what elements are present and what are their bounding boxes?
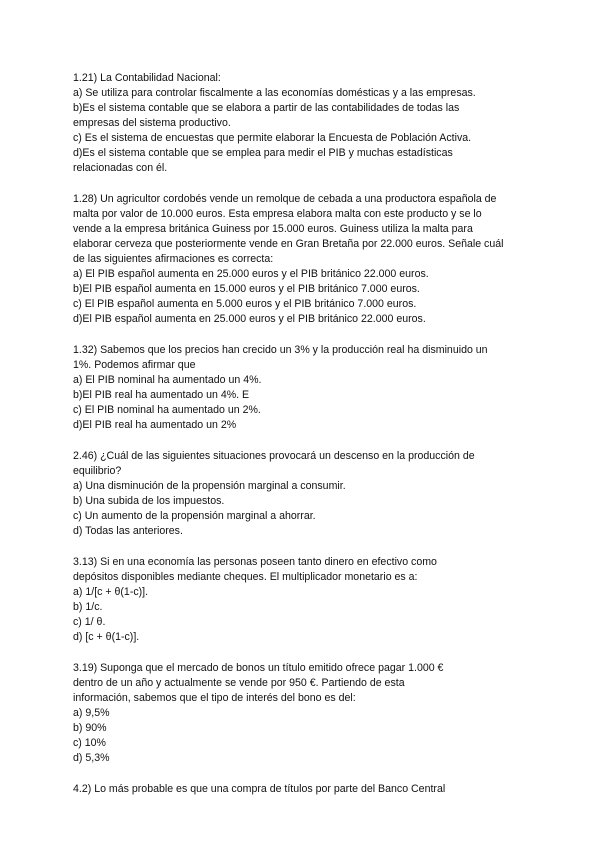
option-a: a) El PIB español aumenta en 25.000 euros y el PIB británico 22.000 euros.	[73, 268, 429, 280]
question-text: 1.32) Sabemos que los precios han crecido un 3% y la producción real ha disminuido un	[73, 344, 488, 356]
question-text-cont: depósitos disponibles mediante cheques. El multiplicador monetario es a:	[73, 571, 418, 583]
question-text-cont: 1%. Podemos afirmar que	[73, 359, 196, 371]
question-text-cont: malta por valor de 10.000 euros. Esta empresa elabora malta con este producto y se lo	[73, 208, 482, 220]
option-d-cont: relacionadas con él.	[73, 162, 168, 174]
question-text: 1.21) La Contabilidad Nacional:	[73, 72, 221, 84]
option-b: b)El PIB español aumenta en 15.000 euros y el PIB británico 7.000 euros.	[73, 283, 420, 295]
question-text: 3.13) Si en una economía las personas poseen tanto dinero en efectivo como	[73, 556, 437, 568]
question-1-32	[73, 343, 543, 433]
option-b: b) Una subida de los impuestos.	[73, 495, 225, 507]
option-b: b)El PIB real ha aumentado un 4%. E	[73, 389, 250, 401]
option-d: d)El PIB real ha aumentado un 2%	[73, 419, 237, 431]
option-a: a) El PIB nominal ha aumentado un 4%.	[73, 374, 262, 386]
option-a: a) 9,5%	[73, 707, 110, 719]
option-c: c) 1/ θ.	[73, 616, 106, 628]
question-text-cont: equilibrio?	[73, 465, 122, 477]
question-text: 4.2) Lo más probable es que una compra de títulos por parte del Banco Central	[73, 783, 446, 795]
question-text: 2.46) ¿Cuál de las siguientes situaciones provocará un descenso en la producción de	[73, 450, 475, 462]
question-3-13	[73, 555, 543, 645]
question-text: 1.28) Un agricultor cordobés vende un remolque de cebada a una productora española de	[73, 193, 497, 205]
option-d: d) 5,3%	[73, 752, 110, 764]
question-text: 3.19) Suponga que el mercado de bonos un título emitido ofrece pagar 1.000 €	[73, 662, 444, 674]
question-text-cont: de las siguientes afirmaciones es correcta:	[73, 253, 274, 265]
option-b: b) 90%	[73, 722, 107, 734]
option-c: c) El PIB nominal ha aumentado un 2%.	[73, 404, 261, 416]
question-text-cont: información, sabemos que el tipo de interés del bono es del:	[73, 692, 356, 704]
option-b: b)Es el sistema contable que se elabora a partir de las contabilidades de todas las	[73, 102, 460, 114]
question-3-19	[73, 661, 543, 766]
option-c: c) El PIB español aumenta en 5.000 euros y el PIB británico 7.000 euros.	[73, 298, 417, 310]
question-1-28	[73, 192, 543, 327]
question-list	[73, 71, 543, 813]
option-a: a) Una disminución de la propensión marginal a consumir.	[73, 480, 346, 492]
question-1-21	[73, 71, 543, 176]
option-d: d)Es el sistema contable que se emplea para medir el PIB y muchas estadísticas	[73, 147, 453, 159]
option-d: d) Todas las anteriores.	[73, 525, 183, 537]
option-b: b) 1/c.	[73, 601, 103, 613]
question-text-cont: elaborar cerveza que posteriormente vende en Gran Bretaña por 22.000 euros. Señale cuál	[73, 238, 504, 250]
option-c: c) Es el sistema de encuestas que permite elaborar la Encuesta de Población Activa.	[73, 132, 472, 144]
option-c: c) 10%	[73, 737, 106, 749]
question-text-cont: dentro de un año y actualmente se vende por 950 €. Partiendo de esta	[73, 677, 405, 689]
question-4-2	[73, 782, 543, 797]
option-c: c) Un aumento de la propensión marginal a ahorrar.	[73, 510, 316, 522]
option-d: d) [c + θ(1-c)].	[73, 631, 140, 643]
question-2-46	[73, 449, 543, 539]
option-d: d)El PIB español aumenta en 25.000 euros y el PIB británico 22.000 euros.	[73, 313, 426, 325]
option-a: a) 1/[c + θ(1-c)].	[73, 586, 149, 598]
question-text-cont: vende a la empresa británica Guiness por 15.000 euros. Guiness utiliza la malta para	[73, 223, 473, 235]
option-b-cont: empresas del sistema productivo.	[73, 117, 231, 129]
option-a: a) Se utiliza para controlar fiscalmente a las economías domésticas y a las empresas.	[73, 87, 476, 99]
